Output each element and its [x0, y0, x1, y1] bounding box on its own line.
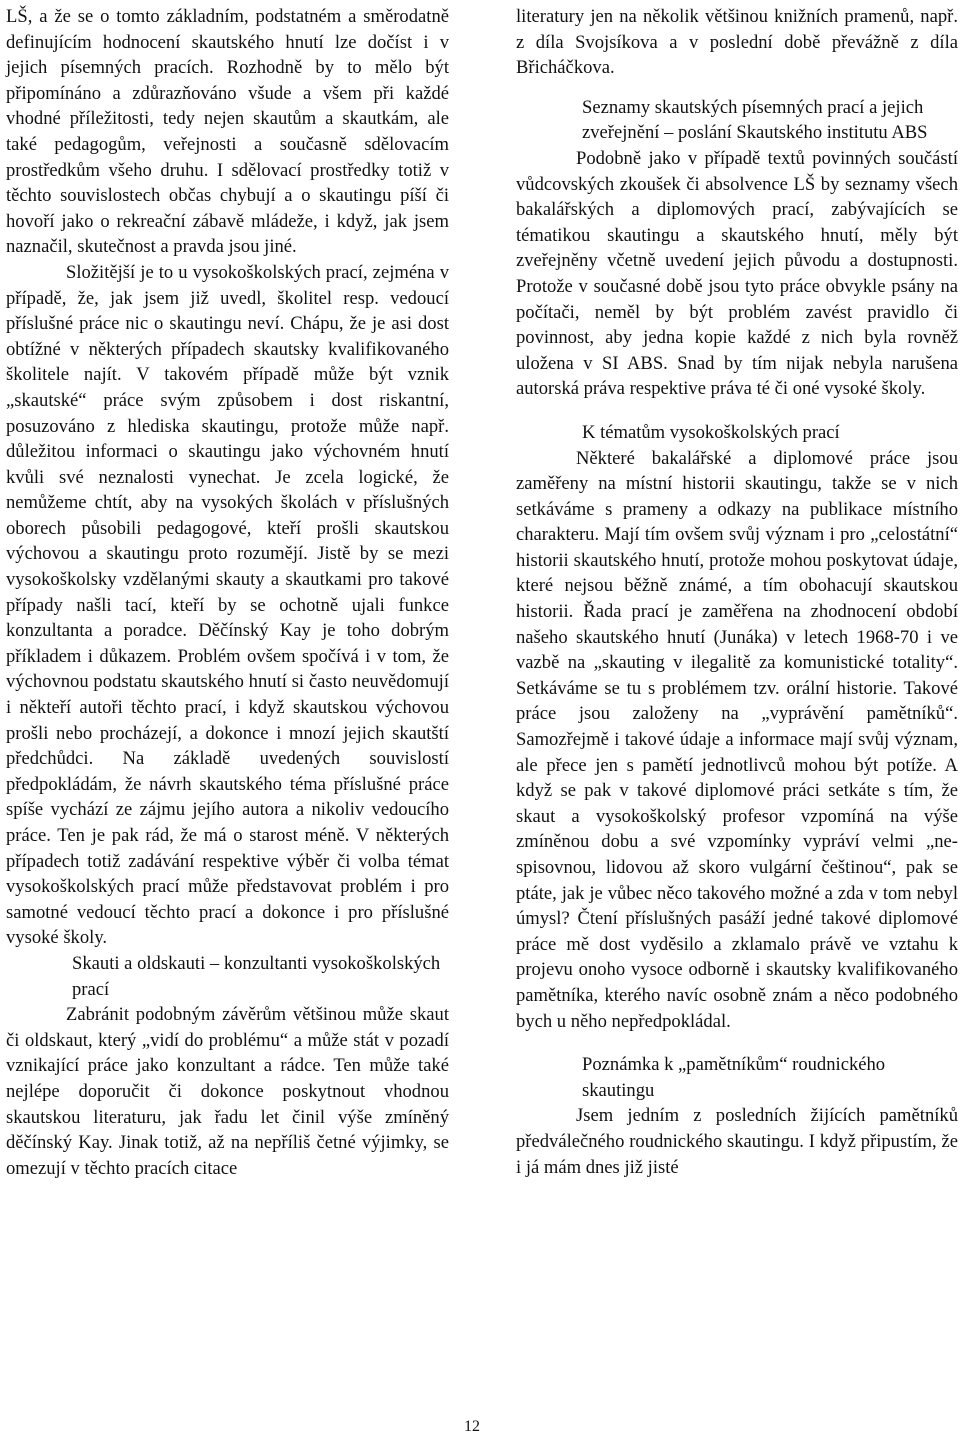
section-heading: Seznamy skautských písemných prací a jejich zveřejnění – poslání Skautského institutu ABS: [582, 96, 928, 144]
section-heading: Skauti a oldskauti – konzultanti vysokoškolských prací: [72, 952, 441, 1000]
paragraph: LŠ, a že se o tomto základním, podstatném a směrodatně definujícím hodnocení skautského hnutí lze dočíst i v jejich písemných pracích. Rozhodně by to mělo být připomínáno a zdůrazňováno všude a všem při každé vhodné příležitosti, tedy nejen skautům a skautkám, ale také pedagogům, veřejnosti a současně sdělovacím prostředkům všeho druhu. I sdělovací prostředky totiž v těchto souvislostech občas chybují a o skautingu píší či hovoří jako o rekreační zábavě mládeže, i když, jak jsem naznačil, skutečnost a pravda jsou jiné.: [6, 6, 449, 258]
page-number: 12: [464, 1418, 480, 1435]
paragraph: Složitější je to u vysokoškolských prací, zejména v případě, že, jak jsem již uvedl, školitel resp. vedoucí příslušné práce nic o skautingu neví. Chápu, že je asi dost obtížné v některých případech skautsky kvalifikovaného školitele najít. V takovém případě může být vznik „skautské“ práce svým způsobem i dost riskantní, posuzováno z hlediska skautingu, protože může např. důležitou informaci o skautingu jako výchovném hnutí kvůli své neznalosti vynechat. Je zcela logické, že nemůžeme chtít, aby na vysokých školách v příslušných oborech působili pedagogové, kteří prošli skautskou výchovou a skautingu proto rozumějí. Jistě by se mezi vysokoškolsky vzdělanými skauty a skautkami pro takové případy našli tací, kteří by se ochotně ujali funkce konzultanta a poradce. Děčínský Kay je toho dobrým příkladem i důkazem. Problém ovšem spočívá i v tom, že výchovnou podstatu skautského hnutí si často neuvědomují i někteří autoři těchto prací, i když skautskou výchovou prošli nebo procházejí, a dokonce i mnozí jejich skautští předchůdci. Na základě uvedených souvislostí předpokládám, že návrh skautského téma příslušné práce spíše vychází ze zájmu jejího autora a nikoliv vedoucího práce. Ten je pak rád, že má o starost méně. V některých případech totiž zadávání respektive výběr či volba témat vysokoškolských prací může představovat problém i pro samotné vedoucí těchto prací a dokonce i pro příslušné vysoké školy.: [6, 261, 449, 949]
paragraph: Podobně jako v případě textů povinných součástí vůdcovských zkoušek či absolvence LŠ by seznamy všech bakalářských a diplomových prací, zabývajících se tématikou skautingu a skautského hnutí, měly být zveřejněny včetně uvedení jejich původu a dostupnosti. Protože v současné době jsou tyto práce obvykle psány na počítači, neměl by být problém zavést pravidlo či povinnost, aby jedna kopie každé z nich byla rovněž uložena v SI ABS. Snad by tím nijak nebyla narušena autorská práva respektive práva té či oné vysoké školy.: [516, 147, 958, 400]
right-column: [516, 4, 958, 1180]
paragraph: literatury jen na několik většinou knižních pramenů, např. z díla Svojsíkova a v poslední době převážně z díla Břicháčkova.: [516, 6, 958, 79]
left-column: [6, 4, 449, 1181]
section-heading: Poznámka k „pamětníkům“ roudnického skautingu: [582, 1054, 886, 1101]
paragraph: Některé bakalářské a diplomové práce jsou zaměřeny na místní historii skautingu, takže se v nich setkáváme s prameny a odkazy na publikace místního charakteru. Mají tím ovšem svůj význam i pro „celostátní“ historii skautského hnutí, protože mohou poskytovat údaje, které nejsou běžně známé, a tím obohacují skautskou historii. Řada prací je zaměřena na zhodnocení období našeho skautského hnutí (Junáka) v letech 1968-70 i ve vazbě na „skauting v ilegalitě za komunistické totality“. Setkáváme se tu s problémem tzv. orální historie. Takové práce jsou založeny na „vyprávění pamětníků“. Samozřejmě i takové údaje a informace mají svůj význam, ale přece jen s pamětí jednotlivců mohou být potíže. A když se pak v takové diplomové práci setkáte s tím, že skaut a vysokoškolský profesor vzpomíná na výše zmíněnou dobu a své vzpomínky vypráví velmi „ne-spisovnou, lidovou až skoro vulgární češtinou“, pak se ptáte, jak je vůbec něco takového možné a zda v tom nebyl úmysl? Čtení příslušných pasáží jedné takové diplomové práce mě dost vyděsilo a zklamalo právě ve vztahu k projevu onoho vysoce odborně i skautsky kvalifikovaného pamětníka, kterého navíc osobně znám a něco podobného bych u něho nepředpokládal.: [516, 447, 958, 1032]
paragraph: Jsem jedním z posledních žijících pamětníků předválečného roudnického skautingu. I když připustím, že i já mám dnes již jisté: [516, 1105, 958, 1178]
paragraph: Zabránit podobným závěrům většinou může skaut či oldskaut, který „vidí do problému“ a může stát v pozadí vznikající práce jako konzultant a rádce. Ten může také nejlépe doporučit či dokonce poskytnout vhodnou skautskou literaturu, jak řadu let činil výše zmíněný děčínský Kay. Jinak totiž, až na nepříliš četné výjimky, se omezují v těchto pracích citace: [6, 1004, 449, 1179]
section-heading: K tématům vysokoškolských prací: [582, 421, 840, 443]
